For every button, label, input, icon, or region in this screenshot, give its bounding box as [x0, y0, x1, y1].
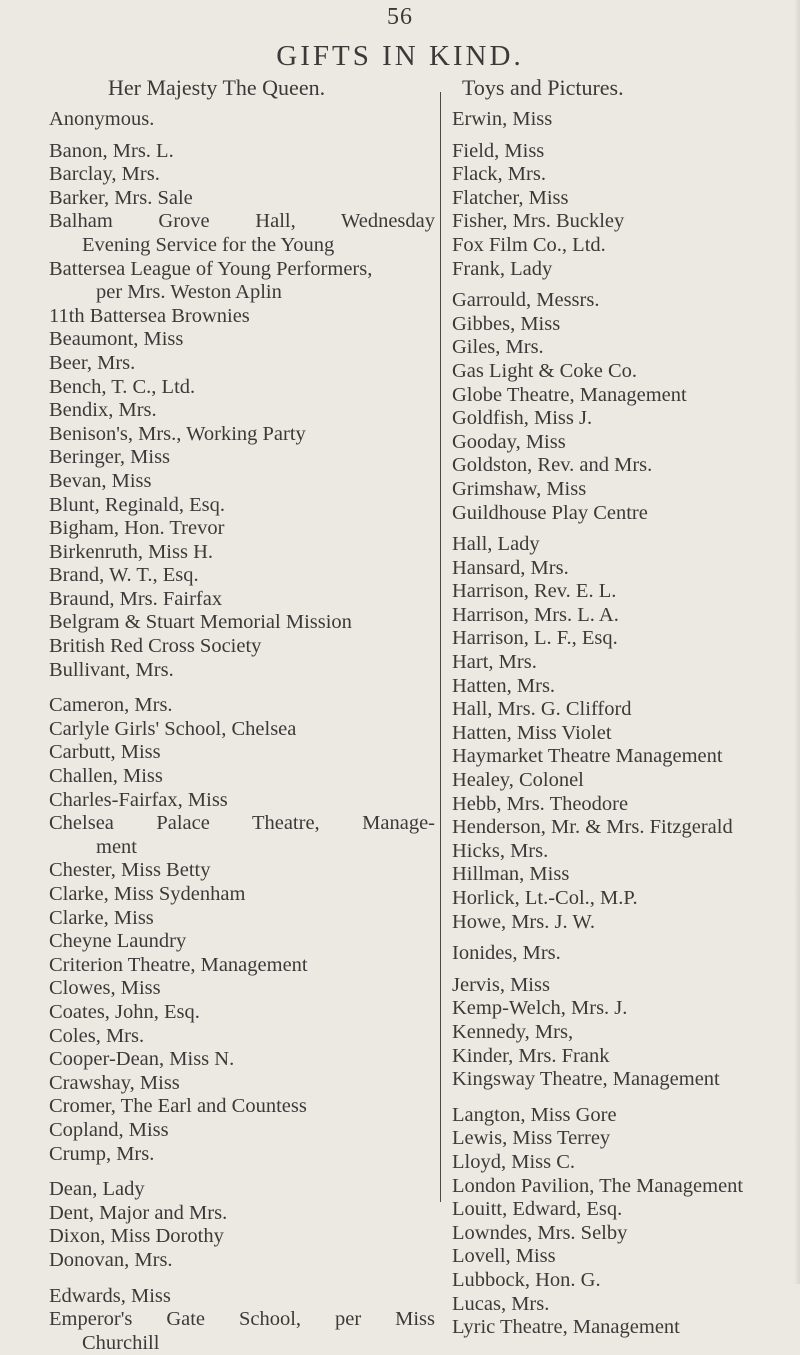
donor-entry: Lloyd, Miss C. [452, 1150, 576, 1173]
donor-entry: Charles-Fairfax, Miss [49, 788, 228, 811]
donor-entry: Kingsway Theatre, Management [452, 1068, 720, 1091]
donor-entry: Frank, Lady [452, 257, 553, 280]
donor-entry: Bevan, Miss [49, 469, 152, 492]
entry-spacer [452, 966, 792, 974]
donor-entry: Field, Miss [452, 139, 545, 162]
donor-entry: Carbutt, Miss [49, 741, 161, 764]
entry-spacer [49, 1166, 435, 1178]
donor-entry: Battersea League of Young Performers, [49, 257, 373, 280]
donor-entry: Birkenruth, Miss H. [49, 540, 213, 563]
donor-entry: Kemp-Welch, Mrs. J. [452, 997, 628, 1020]
donor-entry: Kennedy, Mrs, [452, 1020, 574, 1043]
donor-entry: Challen, Miss [49, 765, 163, 788]
donor-entry: Hall, Mrs. G. Clifford [452, 698, 632, 721]
donor-entry: Edwards, Miss [49, 1284, 171, 1307]
donor-entry: Gooday, Miss [452, 430, 566, 453]
donor-entry: Chelsea Palace Theatre, Manage- [49, 812, 435, 835]
donor-entry: Bullivant, Mrs. [49, 658, 174, 681]
donor-entry: Emperor's Gate School, per Miss [49, 1308, 435, 1331]
donor-entry: Lowndes, Mrs. Selby [452, 1221, 628, 1244]
donor-entry: Garrould, Messrs. [452, 289, 600, 312]
donor-entry: Louitt, Edward, Esq. [452, 1198, 623, 1221]
donor-entry: Coates, John, Esq. [49, 1000, 200, 1023]
donor-entry: Gibbes, Miss [452, 312, 561, 335]
donor-entry: Banon, Mrs. L. [49, 139, 174, 162]
donor-entry: 11th Battersea Brownies [49, 304, 250, 327]
donor-entry: Lubbock, Hon. G. [452, 1268, 601, 1291]
donor-entry: Hillman, Miss [452, 863, 570, 886]
donor-entry: Hall, Lady [452, 533, 540, 556]
donor-entry: Grimshaw, Miss [452, 477, 587, 500]
entry-spacer [452, 132, 792, 140]
donor-entry: Hansard, Mrs. [452, 556, 569, 579]
donor-entry: Gas Light & Coke Co. [452, 359, 638, 382]
donor-entry: Goldfish, Miss J. [452, 407, 593, 430]
entry-spacer [49, 682, 435, 694]
donor-entry: Giles, Mrs. [452, 336, 544, 359]
donor-entry: Harrison, L. F., Esq. [452, 627, 618, 650]
donor-entry: Hatten, Mrs. [452, 674, 556, 697]
donor-entry: Cromer, The Earl and Countess [49, 1095, 307, 1118]
donor-entry: Harrison, Mrs. L. A. [452, 603, 619, 626]
donor-entry: Beaumont, Miss [49, 328, 184, 351]
entry-spacer [452, 281, 792, 289]
donor-entry: Hatten, Miss Violet [452, 721, 612, 744]
donor-entry: Churchill [82, 1331, 160, 1354]
donor-entry: Balham Grove Hall, Wednesday [49, 210, 435, 233]
donor-entry: Lyric Theatre, Management [452, 1316, 680, 1339]
donor-entry: Blunt, Reginald, Esq. [49, 493, 225, 516]
donor-entry: Erwin, Miss [452, 108, 553, 130]
donor-entry: Hebb, Mrs. Theodore [452, 792, 629, 815]
donor-entry: Clarke, Miss [49, 906, 154, 929]
donor-entry: Anonymous. [49, 108, 155, 130]
donor-entry: Criterion Theatre, Management [49, 953, 308, 976]
entry-spacer [49, 1273, 435, 1285]
right-column-heading: Toys and Pictures. [462, 75, 624, 100]
donor-entry: Goldston, Rev. and Mrs. [452, 454, 653, 477]
donor-entry: Clarke, Miss Sydenham [49, 883, 246, 905]
donor-entry: Cameron, Mrs. [49, 694, 173, 717]
donor-entry: Flack, Mrs. [452, 163, 546, 186]
donor-entry: Lucas, Mrs. [452, 1292, 550, 1315]
donor-entry: Howe, Mrs. J. W. [452, 910, 595, 933]
donor-entry: Beer, Mrs. [49, 351, 136, 374]
entry-spacer [452, 525, 792, 533]
donor-entry: Barclay, Mrs. [49, 163, 160, 186]
right-column [452, 108, 792, 1340]
donor-entry: Clowes, Miss [49, 977, 161, 1000]
donor-entry: Flatcher, Miss [452, 186, 569, 209]
donor-entry: Guildhouse Play Centre [452, 501, 648, 524]
donor-entry: Crump, Mrs. [49, 1142, 155, 1165]
donor-entry: ment [96, 835, 137, 858]
page-number: 56 [387, 4, 413, 30]
donor-entry: Dean, Lady [49, 1178, 145, 1201]
donor-entry: Henderson, Mr. & Mrs. Fitzgerald [452, 816, 733, 839]
left-column [49, 108, 435, 1355]
donor-entry: Benison's, Mrs., Working Party [49, 422, 306, 445]
donor-entry: per Mrs. Weston Aplin [96, 281, 282, 304]
donor-entry: Dent, Major and Mrs. [49, 1201, 228, 1224]
left-column-heading: Her Majesty The Queen. [108, 75, 326, 100]
page-title: GIFTS IN KIND. [276, 40, 524, 72]
donor-entry: Brand, W. T., Esq. [49, 564, 199, 587]
donor-entry: Coles, Mrs. [49, 1024, 145, 1047]
donor-entry: Lovell, Miss [452, 1245, 556, 1268]
donor-entry: Bench, T. C., Ltd. [49, 375, 196, 398]
donor-entry: Dixon, Miss Dorothy [49, 1225, 224, 1248]
column-divider [440, 92, 441, 1202]
donor-entry: British Red Cross Society [49, 635, 262, 658]
donor-entry: Jervis, Miss [452, 973, 550, 996]
donor-entry: Bendix, Mrs. [49, 399, 157, 422]
donor-entry: Barker, Mrs. Sale [49, 186, 193, 209]
donor-entry: Belgram & Stuart Memorial Mission [49, 611, 352, 634]
donor-entry: Hart, Mrs. [452, 651, 537, 674]
donor-entry: Kinder, Mrs. Frank [452, 1044, 610, 1067]
entry-spacer [452, 1092, 792, 1104]
donor-entry: Evening Service for the Young [82, 233, 335, 256]
donor-entry: London Pavilion, The Management [452, 1174, 744, 1197]
donor-entry: Cheyne Laundry [49, 930, 187, 953]
donor-entry: Crawshay, Miss [49, 1071, 180, 1094]
donor-entry: Harrison, Rev. E. L. [452, 580, 617, 603]
donor-entry: Langton, Miss Gore [452, 1103, 617, 1126]
donor-entry: Fox Film Co., Ltd. [452, 233, 606, 256]
donor-entry: Ionides, Mrs. [452, 942, 561, 965]
donor-entry: Bigham, Hon. Trevor [49, 517, 225, 540]
donor-entry: Beringer, Miss [49, 446, 171, 469]
entry-spacer [49, 132, 435, 140]
donor-entry: Fisher, Mrs. Buckley [452, 210, 625, 233]
donor-entry: Braund, Mrs. Fairfax [49, 587, 223, 610]
donor-entry: Globe Theatre, Management [452, 383, 687, 406]
donor-entry: Copland, Miss [49, 1118, 169, 1141]
donor-entry: Chester, Miss Betty [49, 859, 211, 882]
entry-spacer [452, 934, 792, 942]
page-edge [794, 0, 800, 1284]
donor-entry: Lewis, Miss Terrey [452, 1127, 611, 1150]
donor-entry: Donovan, Mrs. [49, 1248, 173, 1271]
donor-entry: Carlyle Girls' School, Chelsea [49, 717, 297, 740]
donor-entry: Haymarket Theatre Management [452, 745, 723, 768]
donor-entry: Horlick, Lt.-Col., M.P. [452, 887, 638, 909]
donor-entry: Healey, Colonel [452, 769, 584, 792]
donor-entry: Hicks, Mrs. [452, 839, 549, 862]
donor-entry: Cooper-Dean, Miss N. [49, 1048, 235, 1071]
